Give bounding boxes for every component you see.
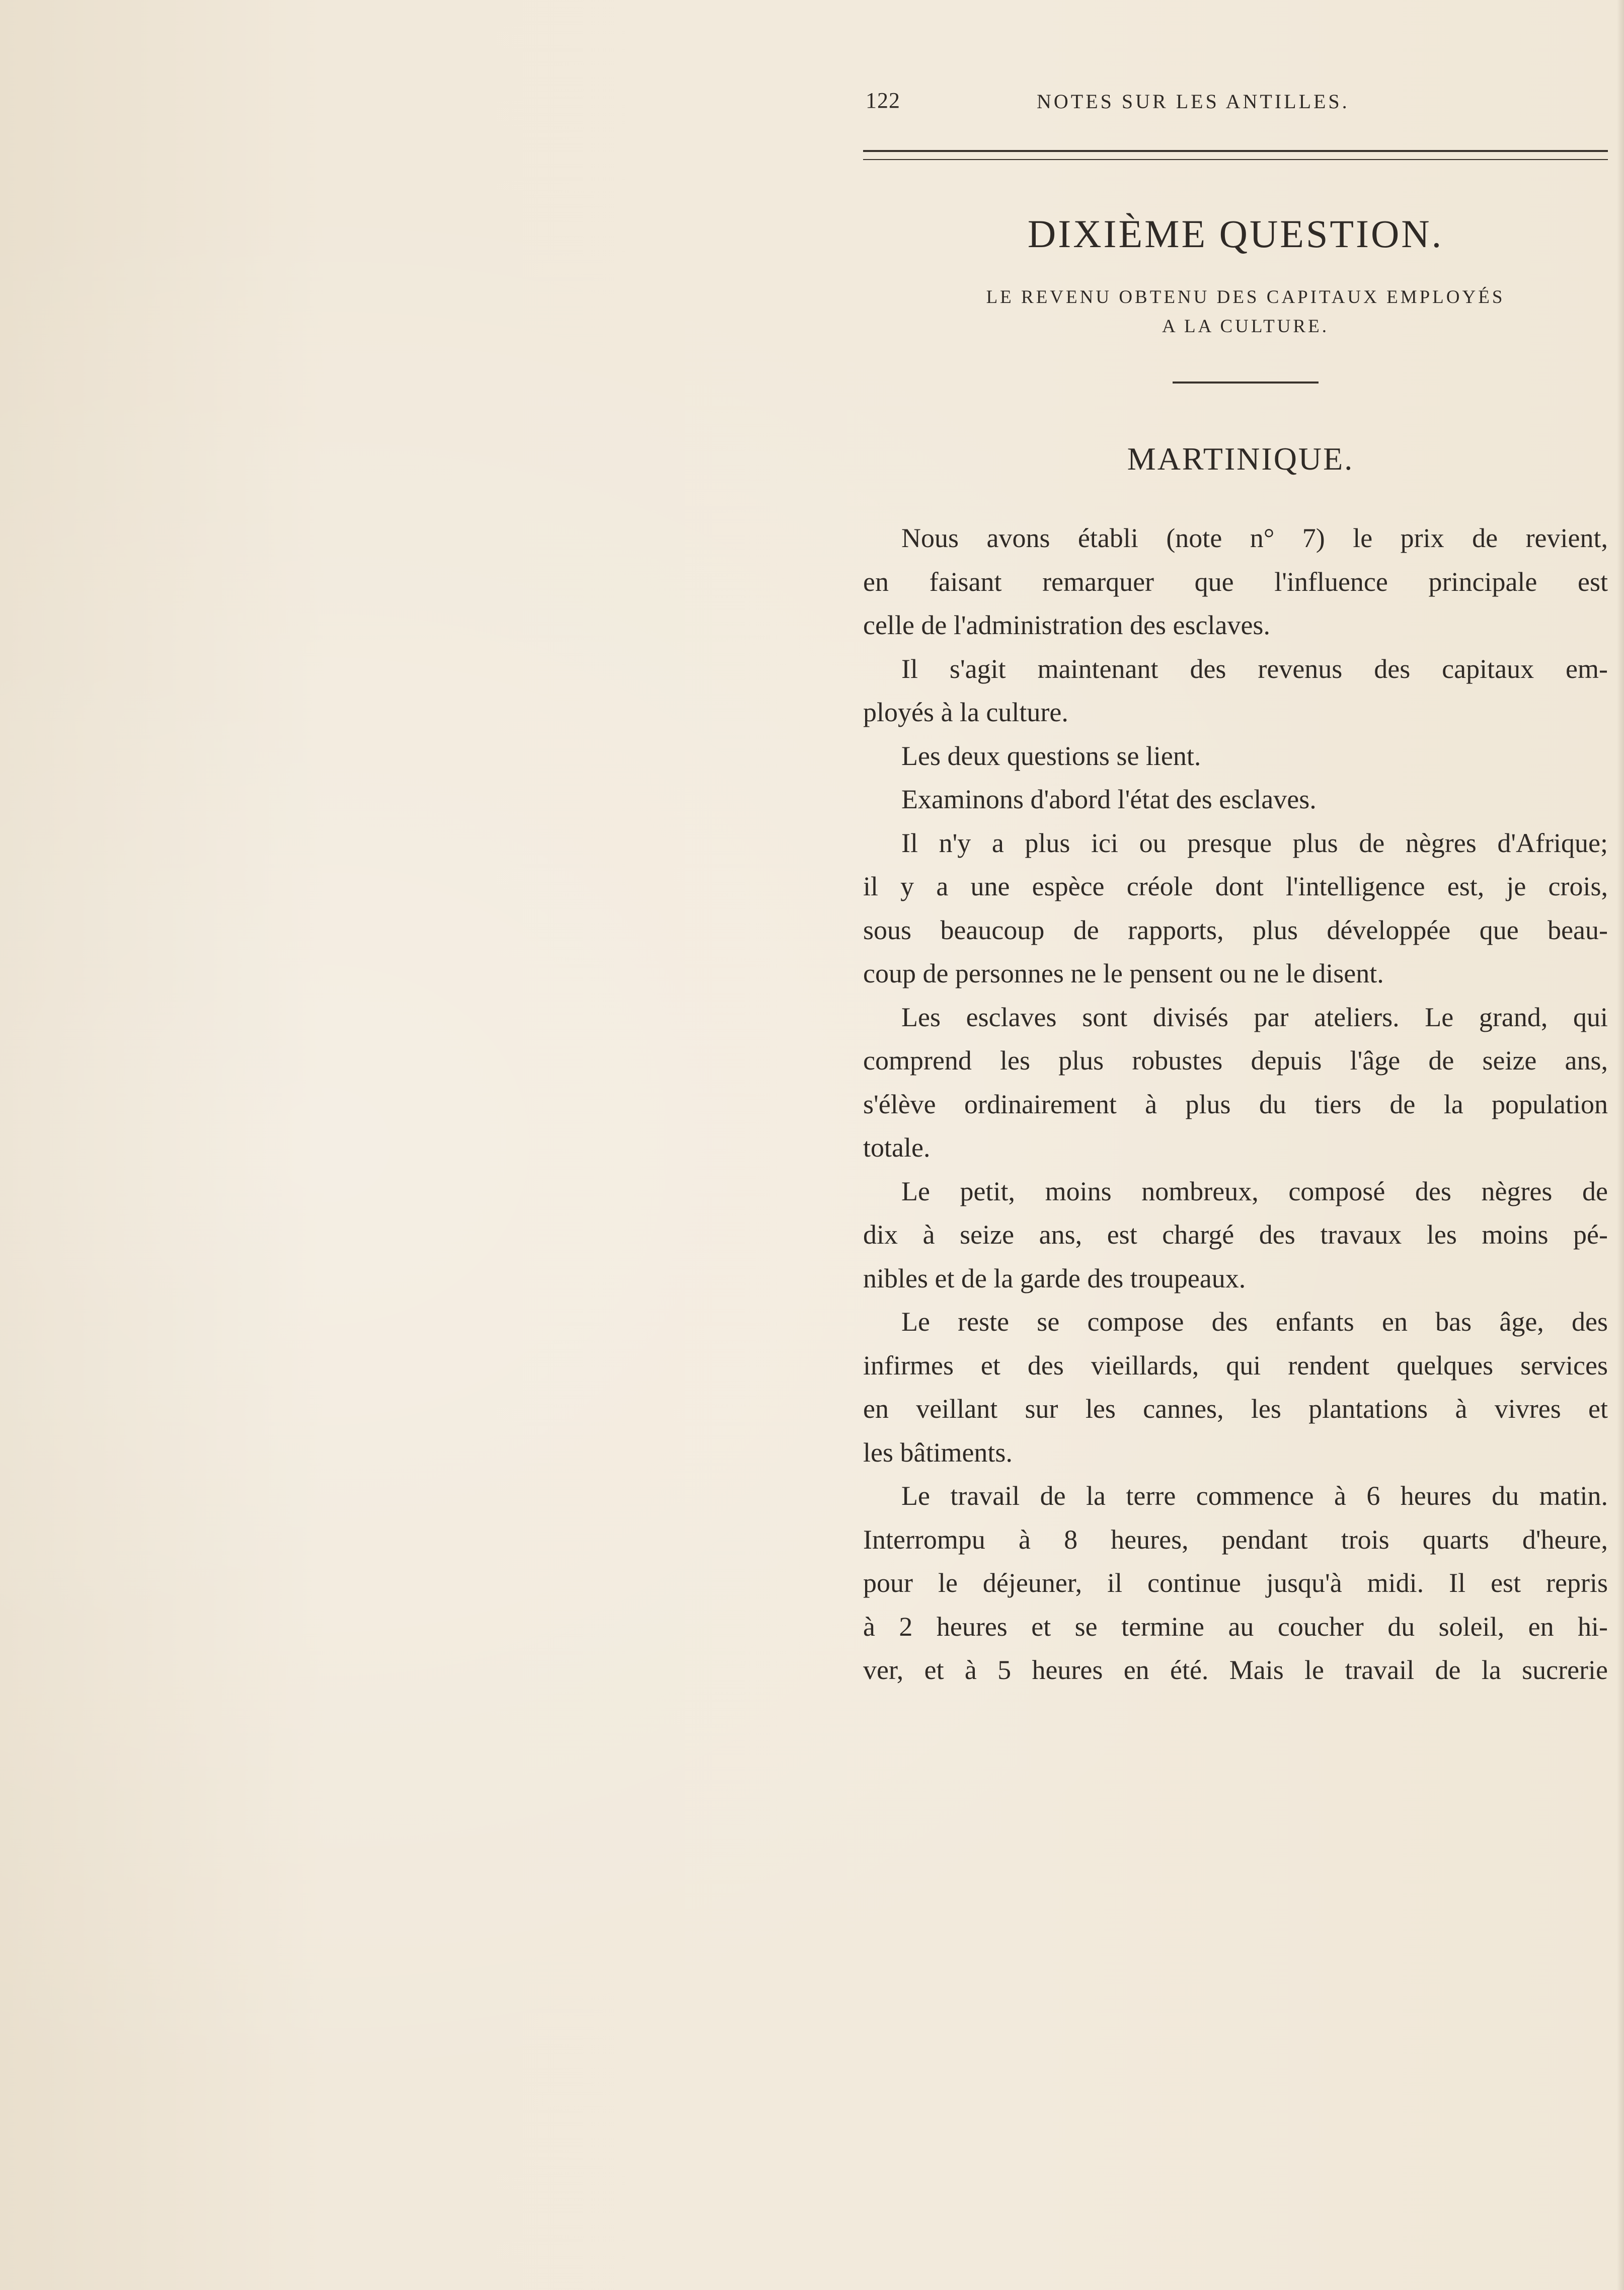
text-line: dix à seize ans, est chargé des travaux les moins pé- [863,1219,1608,1250]
text-line: s'élève ordinairement à plus du tiers de la population [863,1089,1608,1119]
running-title: NOTES SUR LES ANTILLES. [1037,90,1350,113]
text-line: Les deux questions se lient. [901,740,1201,771]
text-line: Il n'y a plus ici ou presque plus de nègres d'Afrique; [901,827,1608,858]
subtitle-line: A LA CULTURE. [1162,316,1329,337]
text-line: à 2 heures et se termine au coucher du soleil, en hi- [863,1611,1608,1642]
text-line: ployés à la culture. [863,697,1068,727]
text-line: Interrompu à 8 heures, pendant trois quarts d'heure, [863,1524,1608,1555]
text-line: Examinons d'abord l'état des esclaves. [901,784,1317,814]
page-number: 122 [866,88,900,113]
text-line: les bâtiments. [863,1437,1013,1468]
section-title: DIXIÈME QUESTION. [1027,212,1444,256]
header-double-rule [863,150,1608,160]
text-line: comprend les plus robustes depuis l'âge de seize ans, [863,1045,1608,1076]
text-line: en faisant remarquer que l'influence principale est [863,566,1608,597]
text-line: totale. [863,1132,931,1163]
text-block [863,86,1608,1692]
text-line: en veillant sur les cannes, les plantations à vivres et [863,1394,1608,1424]
page-edge-shadow [1617,0,1624,2290]
text-line: Le travail de la terre commence à 6 heures du matin. [901,1481,1608,1511]
subheading: MARTINIQUE. [1127,441,1354,477]
text-line: Le reste se compose des enfants en bas âge, des [901,1307,1608,1337]
subtitle-line: LE REVENU OBTENU DES CAPITAUX EMPLOYÉS [986,287,1505,308]
section-divider [1173,381,1319,384]
text-line: coup de personnes ne le pensent ou ne le disent. [863,958,1384,988]
section-subtitle [863,283,1608,341]
text-line: Le petit, moins nombreux, composé des nègres de [901,1176,1608,1206]
text-line: pour le déjeuner, il continue jusqu'à midi. Il est repris [863,1568,1608,1598]
text-line: Il s'agit maintenant des revenus des capitaux em- [901,653,1608,684]
text-line: celle de l'administration des esclaves. [863,610,1270,640]
running-head [863,86,1608,121]
text-line: Nous avons établi (note n° 7) le prix de revient, [901,523,1608,553]
text-line: infirmes et des vieillards, qui rendent quelques services [863,1350,1608,1381]
text-line: Les esclaves sont divisés par ateliers. Le grand, qui [901,1002,1608,1032]
text-line: nibles et de la garde des troupeaux. [863,1263,1246,1293]
text-line: il y a une espèce créole dont l'intelligence est, je crois, [863,871,1608,901]
text-line: ver, et à 5 heures en été. Mais le travail de la sucrerie [863,1655,1608,1685]
body-text [863,516,1608,1692]
text-line: sous beaucoup de rapports, plus développée que beau- [863,914,1608,945]
